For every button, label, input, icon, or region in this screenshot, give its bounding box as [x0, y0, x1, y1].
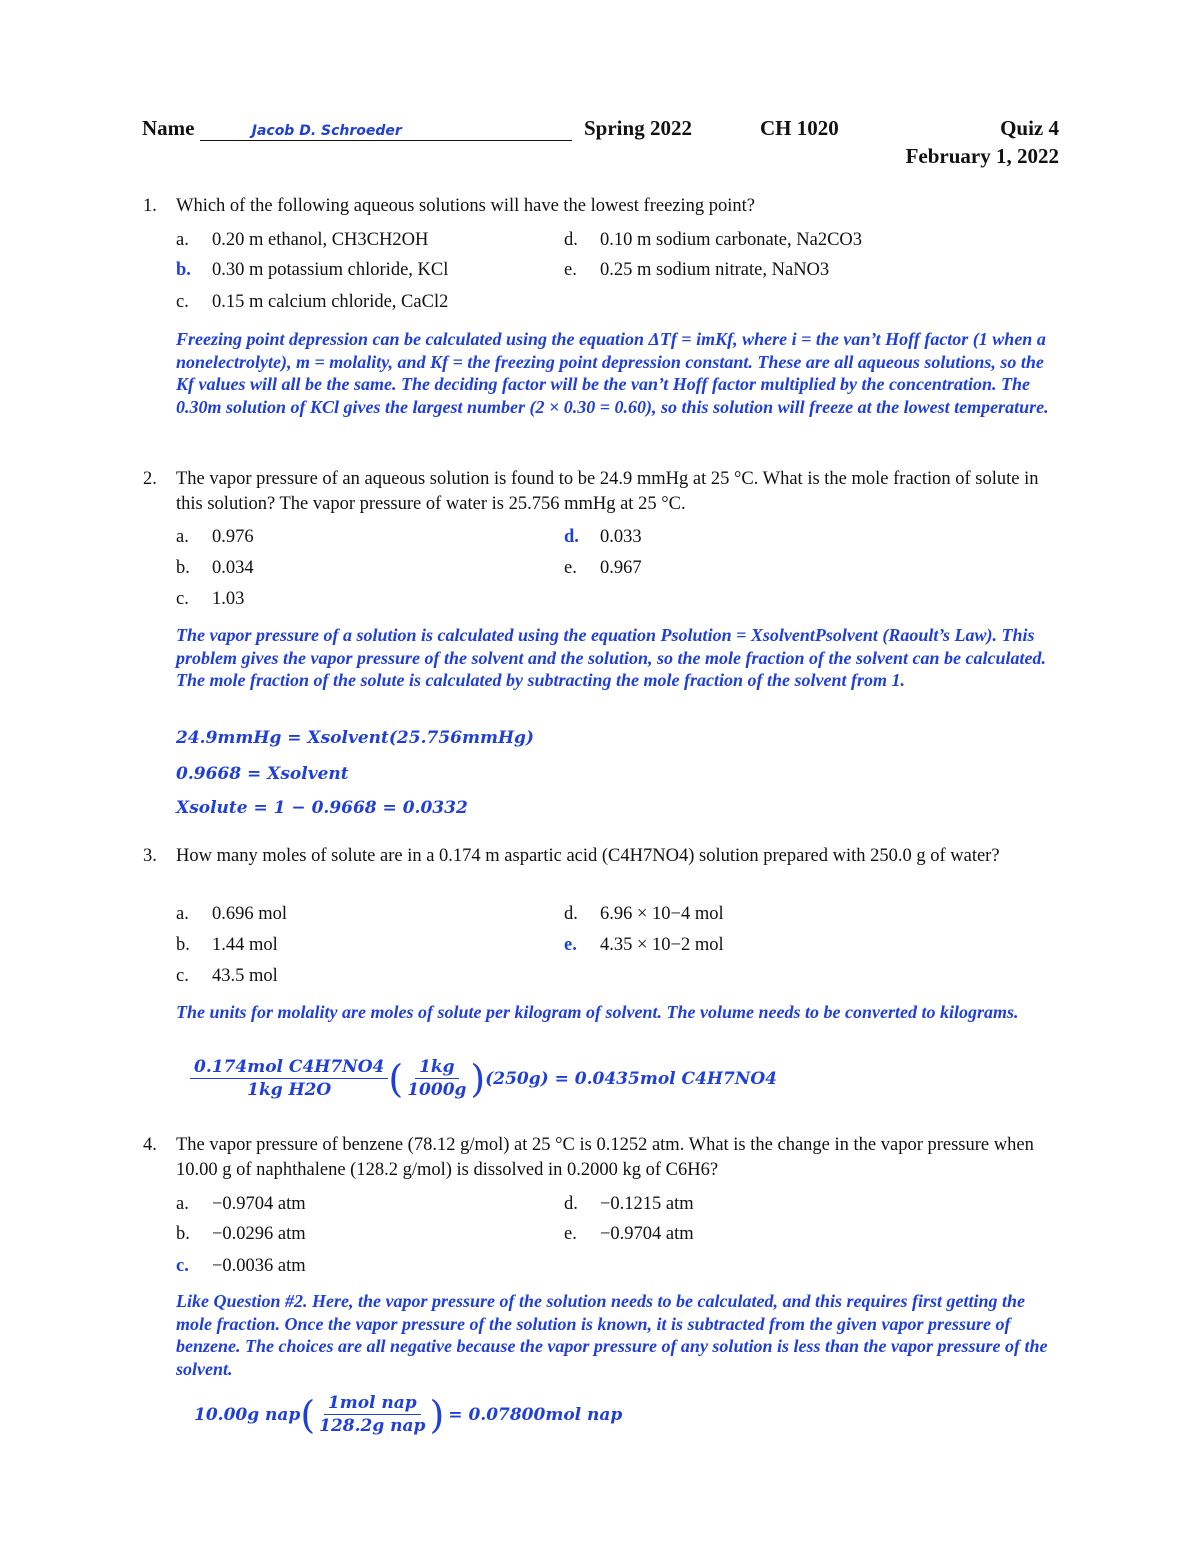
option-3a: a. 0.696 mol — [176, 904, 288, 924]
option-3c: c. 43.5 mol — [176, 966, 278, 986]
option-1b-correct: b. 0.30 m potassium chloride, KCl — [176, 260, 449, 280]
name-label: Name — [142, 116, 195, 140]
option-1d: d. 0.10 m sodium carbonate, Na2CO3 — [564, 230, 863, 250]
term-label: Spring 2022 — [584, 116, 692, 140]
option-2c: c. 1.03 — [176, 589, 245, 609]
question-number: 2. — [143, 469, 157, 489]
option-4b: b. −0.0296 atm — [176, 1224, 306, 1244]
option-4a: a. −0.9704 atm — [176, 1194, 306, 1214]
option-2a: a. 0.976 — [176, 527, 254, 547]
question-text: Which of the following aqueous solutions will have the lowest freezing point? — [176, 196, 756, 216]
option-4e: e. −0.9704 atm — [564, 1224, 694, 1244]
question-text: How many moles of solute are in a 0.174 m aspartic acid (C4H7NO4) solution prepared with 250.0 g of water? — [176, 846, 1000, 866]
option-4d: d. −0.1215 atm — [564, 1194, 694, 1214]
equation-2-3: Xsolute = 1 − 0.9668 = 0.0332 — [176, 798, 468, 818]
question-number: 1. — [143, 196, 157, 216]
fraction: $\frac{1kg}{1000g}$ — [407, 1057, 467, 1100]
question-number: 4. — [143, 1135, 157, 1155]
option-1a: a. 0.20 m ethanol, CH3CH2OH — [176, 230, 429, 250]
option-4c-correct: c. −0.0036 atm — [176, 1256, 306, 1276]
equation-2-1: 24.9mmHg = Xsolvent(25.756mmHg) — [176, 728, 534, 748]
explanation-3: The units for molality are moles of solute per kilogram of solvent. The volume needs to be converted to kilograms. — [176, 1002, 1019, 1022]
option-3e-correct: e. 4.35 × 10−2 mol — [564, 935, 724, 955]
quiz-label: Quiz 4 — [1000, 116, 1059, 140]
option-2b: b. 0.034 — [176, 558, 254, 578]
option-2e: e. 0.967 — [564, 558, 642, 578]
option-3d: d. 6.96 × 10−4 mol — [564, 904, 724, 924]
equation-2-2: 0.9668 = Xsolvent — [176, 764, 349, 784]
equation-4: 10.00g nap ( $\frac{\text{1mol nap}}{\text{128.2g nap}}$ ) = 0.07800mol nap — [194, 1392, 623, 1437]
explanation-4: Like Question #2. Here, the vapor pressure of the solution needs to be calculated, and this requires first getting the mole fraction. Once the vapor pressure of the solution is known, it is subtracted from the given vapor pressure of benzene. The choices are all negative because the vapor pressure of any solution is less than the vapor pressure of the solvent. — [176, 1291, 1048, 1379]
explanation-1: Freezing point depression can be calculated using the equation ΔTf = imKf, where i = the van’t Hoff factor (1 when a nonelectrolyte), m = molality, and Kf = the freezing point depression constant. These are all aqueous solutions, so the Kf values will all be the same. The deciding factor will be the van’t Hoff factor multiplied by the concentration. The 0.30m solution of KCl gives the largest number (2 × 0.30 = 0.60), so this solution will freeze at the lowest temperature. — [176, 329, 1049, 417]
question-text: The vapor pressure of an aqueous solution is found to be 24.9 mmHg at 25 °C. What is the mole fraction of solute in this solution? The vapor pressure of water is 25.756 mmHg at 25 °C. — [176, 469, 1039, 514]
student-signature: Jacob D. Schroeder — [251, 123, 402, 139]
equation-3: $\frac{\text{0.174mol C4H7NO4}}{\text{1kg H2O}}$ ( $\frac{1kg}{1000g}$ ) (250g) = 0.0435mol C4H7NO4 — [190, 1056, 777, 1101]
option-3b: b. 1.44 mol — [176, 935, 278, 955]
quiz-date: February 1, 2022 — [905, 144, 1059, 168]
question-text: The vapor pressure of benzene (78.12 g/mol) at 25 °C is 0.1252 atm. What is the change in the vapor pressure when 10.00 g of naphthalene (128.2 g/mol) is dissolved in 0.2000 kg of C6H6? — [176, 1135, 1034, 1180]
question-number: 3. — [143, 846, 157, 866]
fraction: $\frac{\text{0.174mol C4H7NO4}}{\text{1kg H2O}}$ — [190, 1056, 388, 1101]
name-line — [200, 118, 572, 141]
name-field — [142, 116, 572, 141]
explanation-2: The vapor pressure of a solution is calculated using the equation Psolution = XsolventPsolvent (Raoult’s Law). This problem gives the vapor pressure of the solvent and the solution, so the mole fraction of the solvent can be calculated. The mole fraction of the solute is calculated by subtracting the mole fraction of the solvent from 1. — [176, 625, 1046, 690]
option-1e: e. 0.25 m sodium nitrate, NaNO3 — [564, 260, 830, 280]
fraction: $\frac{\text{1mol nap}}{\text{128.2g nap}}$ — [319, 1393, 426, 1436]
option-2d-correct: d. 0.033 — [564, 527, 642, 547]
course-label: CH 1020 — [760, 116, 839, 140]
option-1c: c. 0.15 m calcium chloride, CaCl2 — [176, 292, 449, 312]
